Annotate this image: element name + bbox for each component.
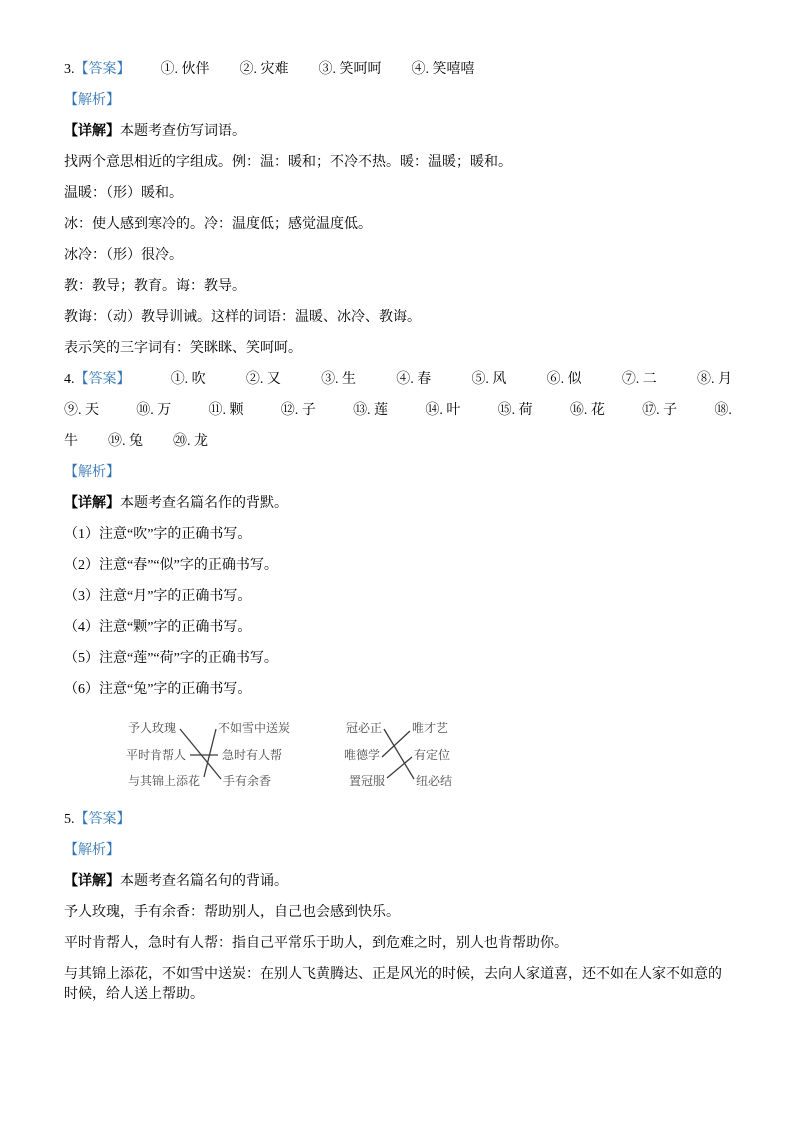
explanation-line: 予人玫瑰，手有余香：帮助别人，自己也会感到快乐。 bbox=[64, 905, 400, 920]
matching-group-proverbs bbox=[124, 711, 364, 799]
detail-label: 【详解】 bbox=[64, 496, 120, 511]
answer-item: ⑰. 子 bbox=[642, 403, 678, 418]
match-item: 有定位 bbox=[414, 748, 451, 762]
answer-label: 【答案】 bbox=[74, 812, 131, 827]
explanation-line: 冰：使人感到寒冷的。冷：温度低；感觉温度低。 bbox=[64, 217, 372, 232]
answer-item: ②. 灾难 bbox=[239, 62, 289, 77]
explanation-line: 冰冷：（形）很冷。 bbox=[64, 248, 183, 263]
answer-item: ⑮. 荷 bbox=[497, 403, 533, 418]
detail-intro-line bbox=[64, 122, 732, 142]
answer-item: ④. 春 bbox=[396, 372, 432, 387]
match-item: 与其锦上添花 bbox=[128, 774, 201, 788]
detail-label: 【详解】 bbox=[64, 124, 120, 139]
match-item: 急时有人帮 bbox=[222, 748, 283, 762]
answer-item: ⑨. 天 bbox=[64, 403, 99, 418]
analysis-label: 【解析】 bbox=[64, 93, 120, 108]
question-3-label bbox=[64, 60, 131, 80]
note-line: （3）注意“月”字的正确书写。 bbox=[64, 589, 252, 604]
match-item: 冠必正 bbox=[346, 721, 383, 735]
question-5-answer-line bbox=[64, 810, 732, 830]
analysis-label: 【解析】 bbox=[64, 465, 120, 480]
answer-item: ⑥. 似 bbox=[546, 372, 582, 387]
detail-intro-text: 本题考查名篇名句的背诵。 bbox=[120, 874, 288, 889]
match-item: 予人玫瑰 bbox=[128, 721, 177, 735]
answer-item: ④. 笑嘻嘻 bbox=[411, 62, 475, 77]
matching-diagram-image bbox=[64, 711, 732, 799]
note-line: （2）注意“春”“似”字的正确书写。 bbox=[64, 558, 278, 573]
answer-item: ⑳. 龙 bbox=[173, 434, 208, 449]
question-number: 3. bbox=[64, 62, 75, 77]
note-line: （6）注意“兔”字的正确书写。 bbox=[64, 682, 252, 697]
question-4-answer-line-2 bbox=[64, 401, 732, 421]
explanation-line: 找两个意思相近的字组成。例：温：暖和；不冷不热。暖：温暖；暖和。 bbox=[64, 155, 512, 170]
explanation-line: 与其锦上添花，不如雪中送炭：在别人飞黄腾达、正是风光的时候，去向人家道喜，还不如在人家不如意的时候，给人送上帮助。 bbox=[64, 967, 722, 1002]
note-line: （4）注意“颗”字的正确书写。 bbox=[64, 620, 252, 635]
match-item: 手有余香 bbox=[223, 774, 272, 788]
explanation-line: 表示笑的三字词有：笑眯眯、笑呵呵。 bbox=[64, 341, 302, 356]
answer-item: ⑩. 万 bbox=[136, 403, 172, 418]
detail-label: 【详解】 bbox=[64, 874, 120, 889]
match-item: 唯德学 bbox=[344, 748, 381, 762]
match-item: 不如雪中送炭 bbox=[218, 721, 291, 735]
answer-item: ①. 吹 bbox=[170, 372, 206, 387]
answer-item: ③. 生 bbox=[321, 372, 357, 387]
match-item: 纽必结 bbox=[416, 774, 453, 788]
answer-item: 牛 bbox=[64, 434, 78, 449]
explanation-line: 教：教导；教育。诲：教导。 bbox=[64, 279, 246, 294]
match-item: 置冠服 bbox=[349, 774, 386, 788]
detail-intro-line bbox=[64, 494, 732, 514]
note-line: （1）注意“吹”字的正确书写。 bbox=[64, 527, 252, 542]
detail-intro-text: 本题考查仿写词语。 bbox=[120, 124, 246, 139]
match-item: 唯才艺 bbox=[412, 721, 449, 735]
detail-intro-text: 本题考查名篇名作的背默。 bbox=[120, 496, 288, 511]
question-4-answer-line-3 bbox=[64, 432, 732, 452]
analysis-label: 【解析】 bbox=[64, 843, 120, 858]
answer-item: ⑯. 花 bbox=[569, 403, 605, 418]
question-3-answer-line bbox=[64, 60, 732, 80]
answer-item: ⑧. 月 bbox=[697, 372, 732, 387]
answer-item: ③. 笑呵呵 bbox=[318, 62, 382, 77]
answer-label: 【答案】 bbox=[74, 62, 131, 77]
explanation-line: 平时肯帮人，急时有人帮：指自己平常乐于助人，到危难之时，别人也肯帮助你。 bbox=[64, 936, 568, 951]
answer-item: ⑭. 叶 bbox=[425, 403, 461, 418]
answer-label: 【答案】 bbox=[74, 372, 131, 387]
note-line: （5）注意“莲”“荷”字的正确书写。 bbox=[64, 651, 278, 666]
detail-intro-line bbox=[64, 872, 732, 892]
answer-item: ⑤. 风 bbox=[471, 372, 507, 387]
answer-item: ⑦. 二 bbox=[621, 372, 657, 387]
explanation-line: 教诲：（动）教导训诫。这样的词语：温暖、冰冷、教诲。 bbox=[64, 310, 421, 325]
answer-item: ①. 伙伴 bbox=[160, 62, 210, 77]
explanation-line: 温暖：（形）暖和。 bbox=[64, 186, 183, 201]
answer-item: ⑫. 子 bbox=[280, 403, 316, 418]
question-number: 5. bbox=[64, 812, 75, 827]
question-4-label bbox=[64, 370, 131, 390]
match-item: 平时肯帮人 bbox=[126, 748, 187, 762]
answer-item: ②. 又 bbox=[245, 372, 281, 387]
answer-item: ⑪. 颗 bbox=[208, 403, 244, 418]
question-4-answer-line-1 bbox=[64, 370, 732, 390]
answer-item: ⑱. bbox=[714, 403, 732, 418]
matching-group-dizigui bbox=[342, 711, 542, 799]
answer-item: ⑲. 兔 bbox=[108, 434, 143, 449]
question-number: 4. bbox=[64, 372, 75, 387]
answer-item: ⑬. 莲 bbox=[353, 403, 389, 418]
